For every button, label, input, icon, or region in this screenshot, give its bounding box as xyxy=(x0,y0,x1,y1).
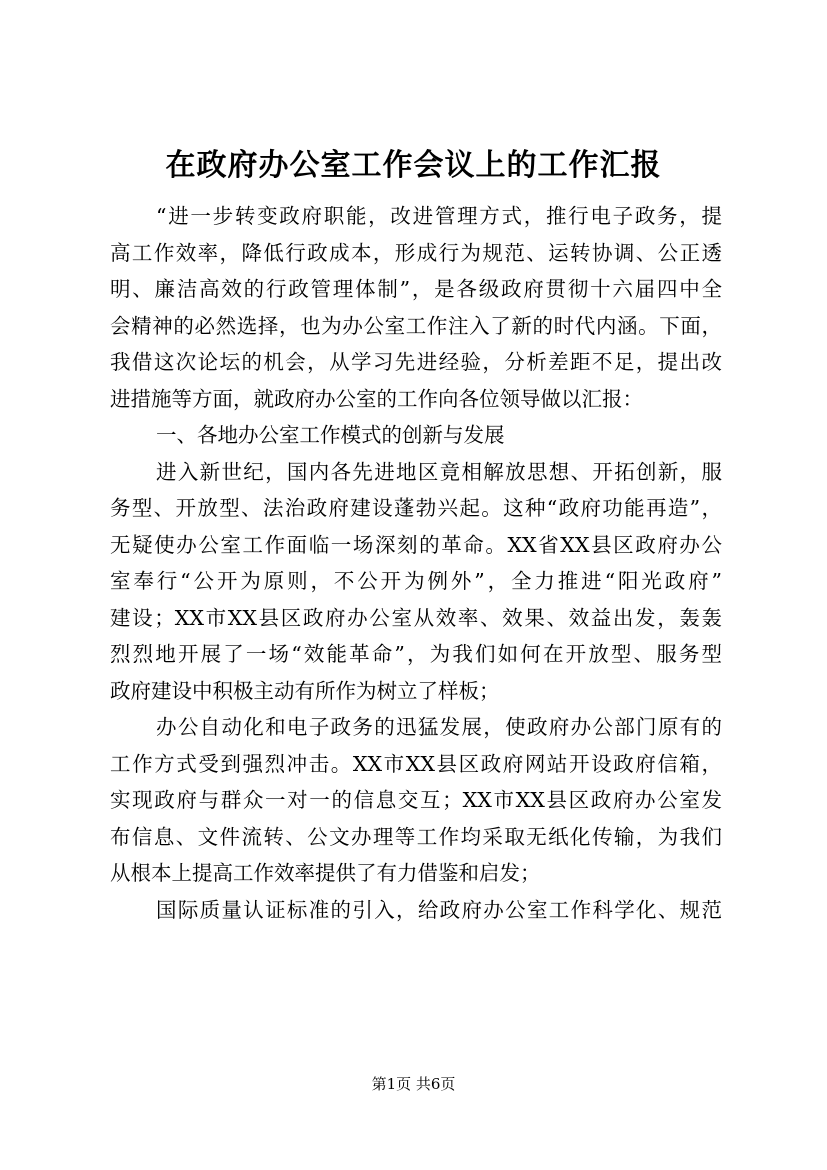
paragraph-line: 室奉行“公开为原则，不公开为例外”，全力推进“阳光政府” xyxy=(110,569,722,593)
paragraph-line: 无疑使办公室工作面临一场深刻的革命。XX省XX县区政府办公 xyxy=(110,532,722,557)
paragraph-line: 我借这次论坛的机会，从学习先进经验，分析差距不足，提出改 xyxy=(110,350,722,374)
paragraph-line: 国际质量认证标准的引入，给政府办公室工作科学化、规范 xyxy=(156,897,722,922)
paragraph-line: 建设；XX市XX县区政府办公室从效率、效果、效益出发，轰轰 xyxy=(110,605,722,630)
paragraph-line: 工作方式受到强烈冲击。XX市XX县区政府网站开设政府信箱， xyxy=(110,751,722,776)
document-title: 在政府办公室工作会议上的工作汇报 xyxy=(165,148,662,183)
section-heading: 一、各地办公室工作模式的创新与发展 xyxy=(156,423,505,447)
paragraph-line: 政府建设中积极主动有所作为树立了样板； xyxy=(110,678,500,703)
paragraph-line: 实现政府与群众一对一的信息交互；XX市XX县区政府办公室发 xyxy=(110,788,722,812)
paragraph-line: 从根本上提高工作效率提供了有力借鉴和启发； xyxy=(110,861,541,885)
paragraph-line: 会精神的必然选择，也为办公室工作注入了新的时代内涵。下面， xyxy=(110,313,722,338)
page-footer: 第1页 共6页 xyxy=(371,1075,456,1093)
paragraph-line: 务型、开放型、法治政府建设蓬勃兴起。这种“政府功能再造”， xyxy=(110,496,722,520)
paragraph-line: 布信息、文件流转、公文办理等工作均采取无纸化传输，为我们 xyxy=(110,824,722,849)
paragraph-line: “进一步转变政府职能，改进管理方式，推行电子政务，提 xyxy=(156,204,722,228)
paragraph-line: 进措施等方面，就政府办公室的工作向各位领导做以汇报： xyxy=(110,386,643,411)
paragraph-line: 办公自动化和电子政务的迅猛发展，使政府办公部门原有的 xyxy=(156,715,722,739)
paragraph-line: 进入新世纪，国内各先进地区竟相解放思想、开拓创新，服 xyxy=(156,459,722,484)
paragraph-line: 烈烈地开展了一场“效能革命”，为我们如何在开放型、服务型 xyxy=(110,642,722,666)
document-body xyxy=(110,198,722,928)
paragraph-line: 高工作效率，降低行政成本，形成行为规范、运转协调、公正透 xyxy=(110,240,722,265)
paragraph-line: 明、廉洁高效的行政管理体制”，是各级政府贯彻十六届四中全 xyxy=(110,277,722,301)
